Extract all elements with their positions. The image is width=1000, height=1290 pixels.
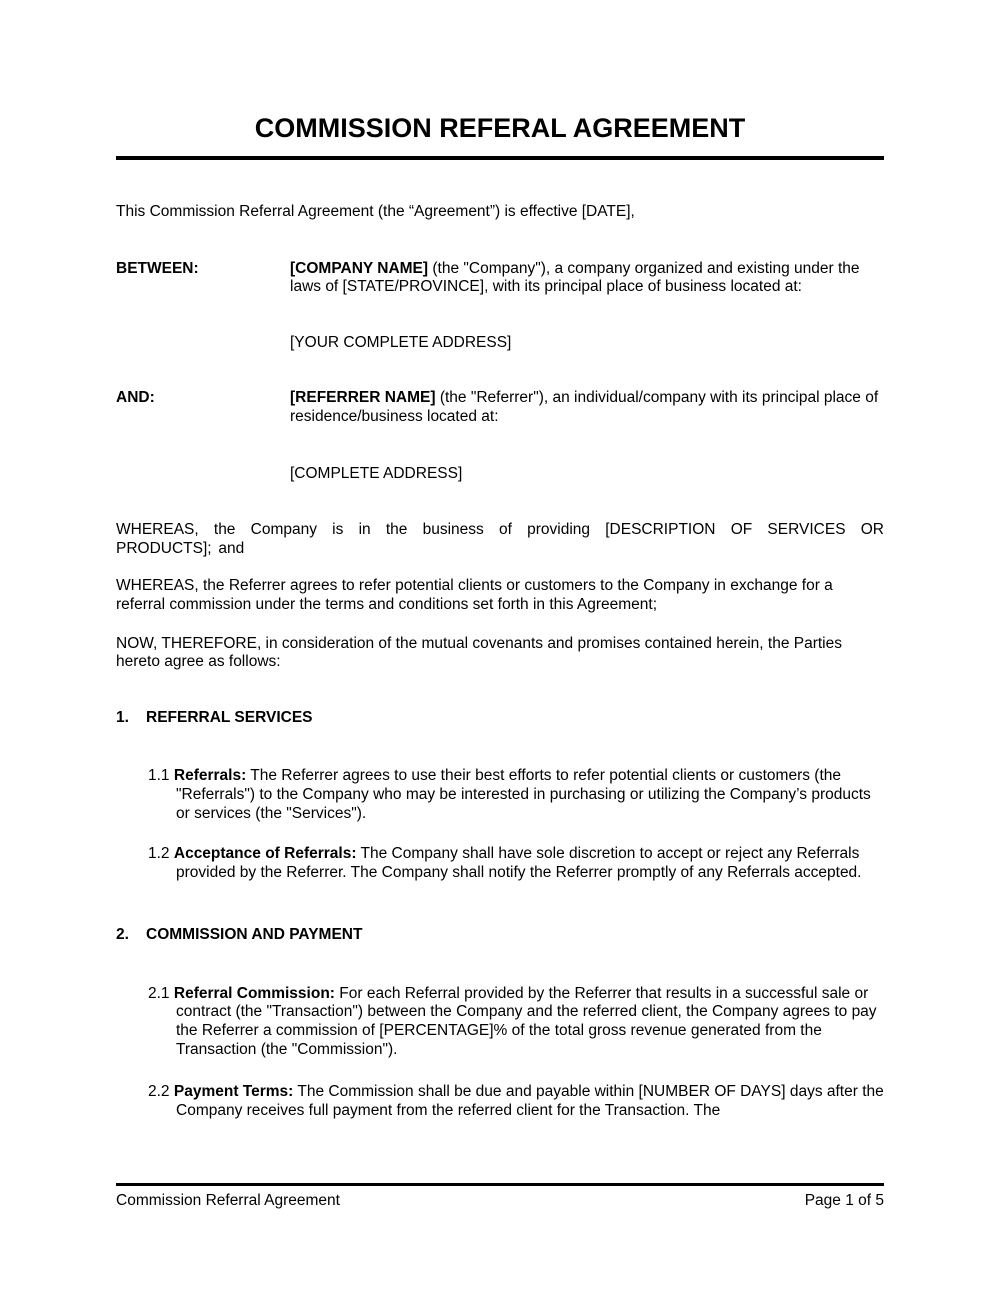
party-between-label: BETWEEN:: [116, 259, 199, 277]
referrer-address-placeholder: [COMPLETE ADDRESS]: [290, 464, 463, 482]
clause-1-2-text: The Company shall have sole discretion to accept or reject any Referrals provided by the Referrer. The Company shall notify the Referrer promptly of any Referrals accepted.: [176, 845, 862, 881]
clause-2-2-number: 2.2: [148, 1083, 170, 1101]
footer-rule: [116, 1183, 884, 1186]
recital-whereas-company: WHEREAS, the Company is in the business of providing [DESCRIPTION OF SERVICES OR PRODUCTS]; and: [116, 521, 884, 557]
footer-document-title: Commission Referral Agreement: [116, 1192, 340, 1209]
clause-1-1-lead: Referrals:: [173, 767, 247, 785]
party-between-row: [116, 260, 884, 297]
section-2-heading: [116, 926, 884, 945]
section-2-title: COMMISSION AND PAYMENT: [146, 926, 363, 944]
clause-2-2: [148, 1083, 884, 1120]
party-between-text: [290, 260, 884, 297]
intro-paragraph: This Commission Referral Agreement (the “Agreement”) is effective [DATE],: [116, 203, 635, 220]
clause-1-1-text: The Referrer agrees to use their best efforts to refer potential clients or customers (the "Referrals") to the Company who may be interested in purchasing or utilizing the Company’s products or services (the "Services").: [176, 767, 871, 822]
document-title: COMMISSION REFERAL AGREEMENT: [254, 113, 746, 143]
footer-page-number: Page 1 of 5: [804, 1192, 884, 1209]
section-1-number: 1.: [116, 708, 129, 726]
clause-1-2: [148, 845, 884, 882]
clause-2-1-text: For each Referral provided by the Referrer that results in a successful sale or contract (the "Transaction") between the Company and the referred client, the Company agrees to pay the Referrer a commission of [PERCENTAGE]% of the total gross revenue generated from the Transaction (the "Commission").: [176, 984, 877, 1058]
party-and-label: AND:: [116, 389, 155, 407]
party-between-description: (the "Company"), a company organized and existing under the laws of [STATE/PROVINCE], with its principal place of business located at:: [290, 259, 860, 296]
company-address-placeholder: [YOUR COMPLETE ADDRESS]: [290, 333, 512, 351]
clause-2-2-text: The Commission shall be due and payable within [NUMBER OF DAYS] days after the Company receives full payment from the referred client for the Transaction. The: [176, 1083, 884, 1119]
section-1-heading: [116, 709, 884, 728]
footer-row: [116, 1192, 884, 1211]
clause-2-1: [148, 985, 884, 1059]
clause-1-1-number: 1.1: [148, 767, 170, 785]
recital-whereas-referrer: WHEREAS, the Referrer agrees to refer potential clients or customers to the Company in exchange for a referral commission under the terms and conditions set forth in this Agreement;: [116, 577, 833, 613]
section-2-number: 2.: [116, 926, 129, 944]
party-and-description: (the "Referrer"), an individual/company with its principal place of residence/business located at:: [290, 389, 879, 425]
page-footer: [116, 1183, 884, 1211]
referrer-name-placeholder: [REFERRER NAME]: [290, 389, 436, 407]
clause-1-1: [148, 767, 884, 823]
recital-now-therefore: NOW, THEREFORE, in consideration of the mutual covenants and promises contained herein, the Parties hereto agree as follows:: [116, 634, 842, 671]
party-and-text: [290, 389, 884, 426]
clause-2-1-number: 2.1: [148, 984, 170, 1002]
clause-1-2-number: 1.2: [148, 845, 170, 863]
clause-1-2-lead: Acceptance of Referrals:: [173, 845, 357, 863]
section-1-title: REFERRAL SERVICES: [146, 708, 313, 726]
clause-2-2-lead: Payment Terms:: [173, 1083, 294, 1101]
clause-2-1-lead: Referral Commission:: [173, 984, 335, 1002]
title-rule: [116, 156, 884, 160]
party-and-row: [116, 389, 884, 426]
company-name-placeholder: [COMPANY NAME]: [290, 259, 429, 277]
